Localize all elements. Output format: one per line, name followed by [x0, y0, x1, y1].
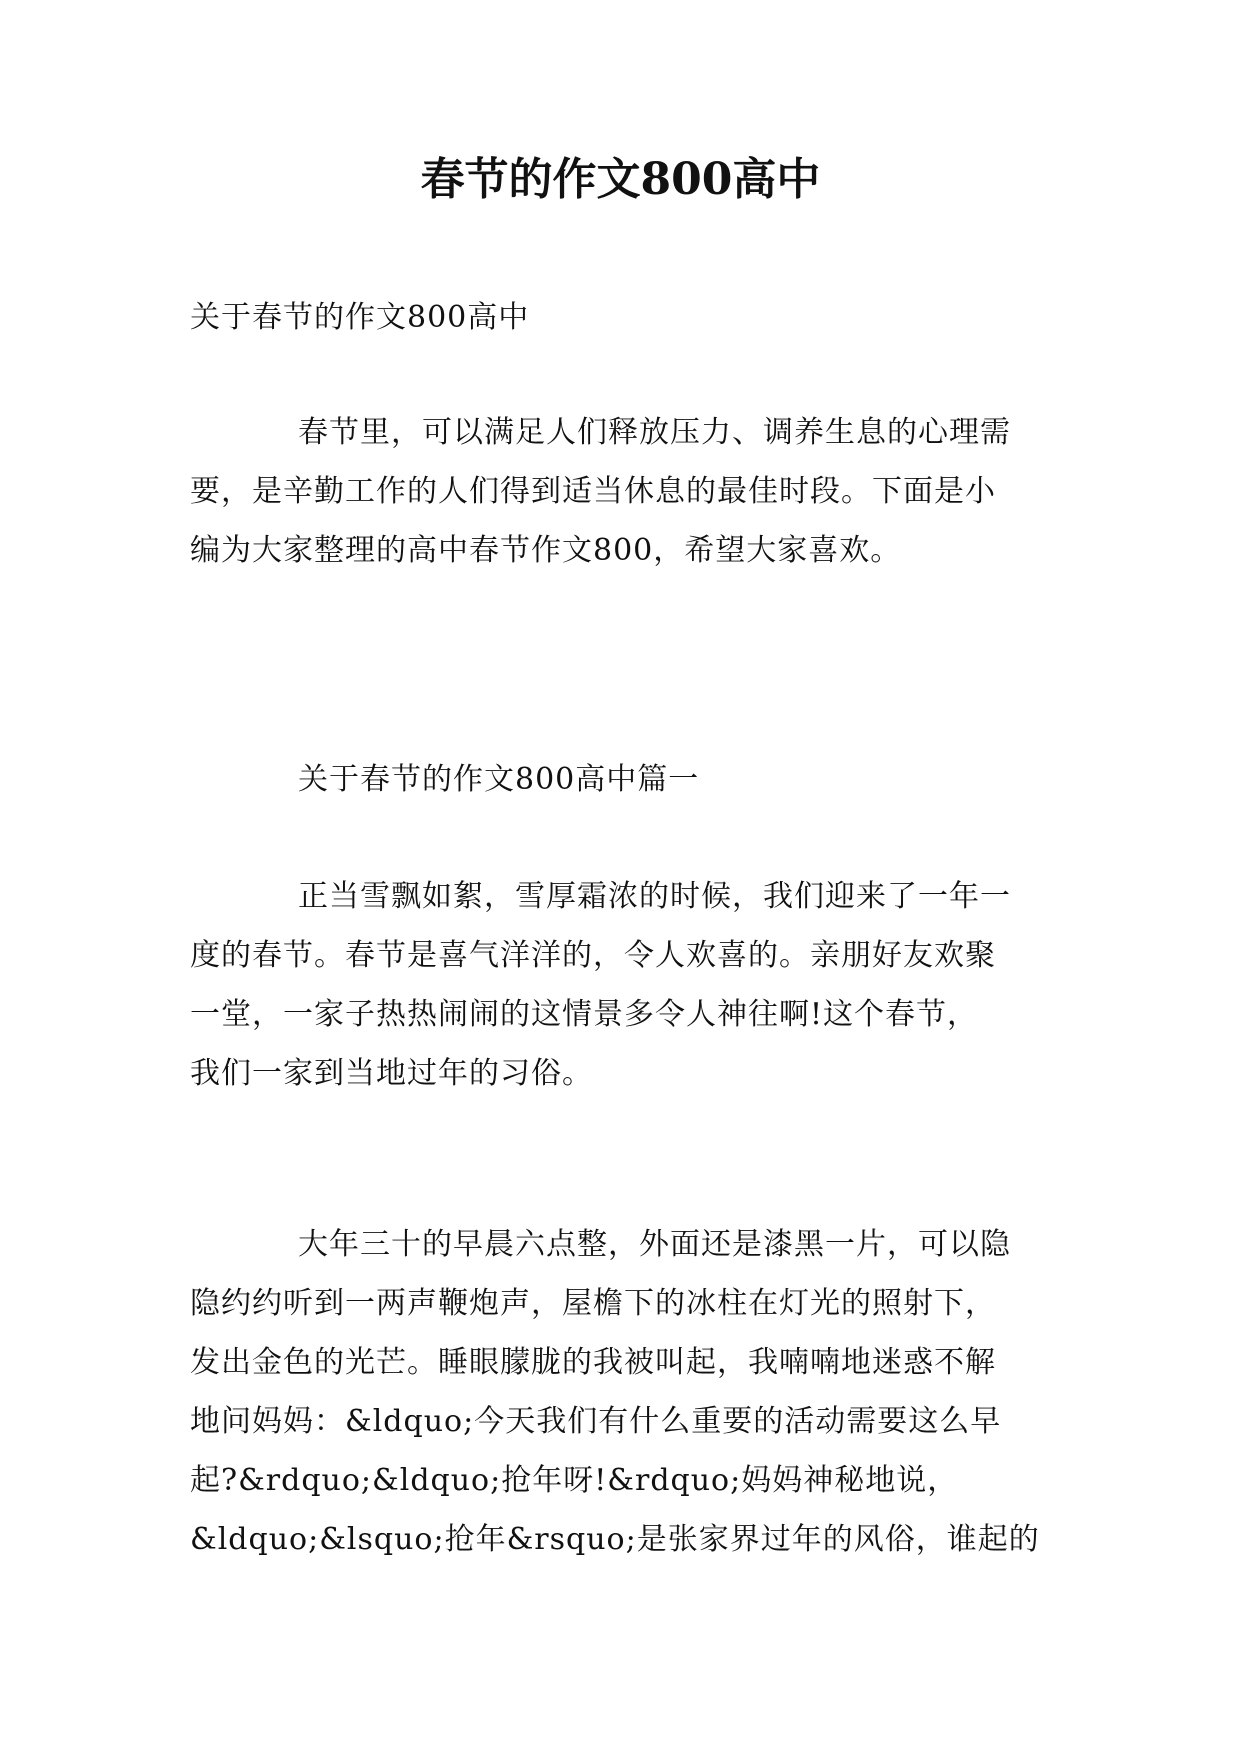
intro-line: 春节里，可以满足人们释放压力、调养生息的心理需 [298, 415, 1011, 450]
paragraph-line: 地问妈妈：&ldquo;今天我们有什么重要的活动需要这么早 [190, 1404, 1002, 1439]
intro-line: 编为大家整理的高中春节作文800，希望大家喜欢。 [190, 533, 902, 568]
paragraph-line: &ldquo;&lsquo;抢年&rsquo;是张家界过年的风俗，谁起的 [190, 1522, 1040, 1557]
section-heading: 关于春节的作文800高中篇一 [298, 762, 700, 797]
document-subtitle: 关于春节的作文800高中 [190, 300, 530, 335]
paragraph-line: 一堂，一家子热热闹闹的这情景多令人神往啊!这个春节， [190, 997, 979, 1032]
document-title: 春节的作文800高中 [420, 154, 821, 205]
paragraph-line: 大年三十的早晨六点整，外面还是漆黑一片，可以隐 [298, 1227, 1011, 1262]
intro-line: 要，是辛勤工作的人们得到适当休息的最佳时段。下面是小 [190, 474, 996, 509]
paragraph-line: 度的春节。春节是喜气洋洋的，令人欢喜的。亲朋好友欢聚 [190, 938, 996, 973]
paragraph-line: 隐约约听到一两声鞭炮声，屋檐下的冰柱在灯光的照射下， [190, 1286, 996, 1321]
paragraph-line: 正当雪飘如絮，雪厚霜浓的时候，我们迎来了一年一 [298, 879, 1011, 914]
paragraph-line: 发出金色的光芒。睡眼朦胧的我被叫起，我喃喃地迷惑不解 [190, 1345, 996, 1380]
paragraph-line: 起?&rdquo;&ldquo;抢年呀!&rdquo;妈妈神秘地说， [190, 1463, 959, 1498]
paragraph-line: 我们一家到当地过年的习俗。 [190, 1056, 593, 1091]
